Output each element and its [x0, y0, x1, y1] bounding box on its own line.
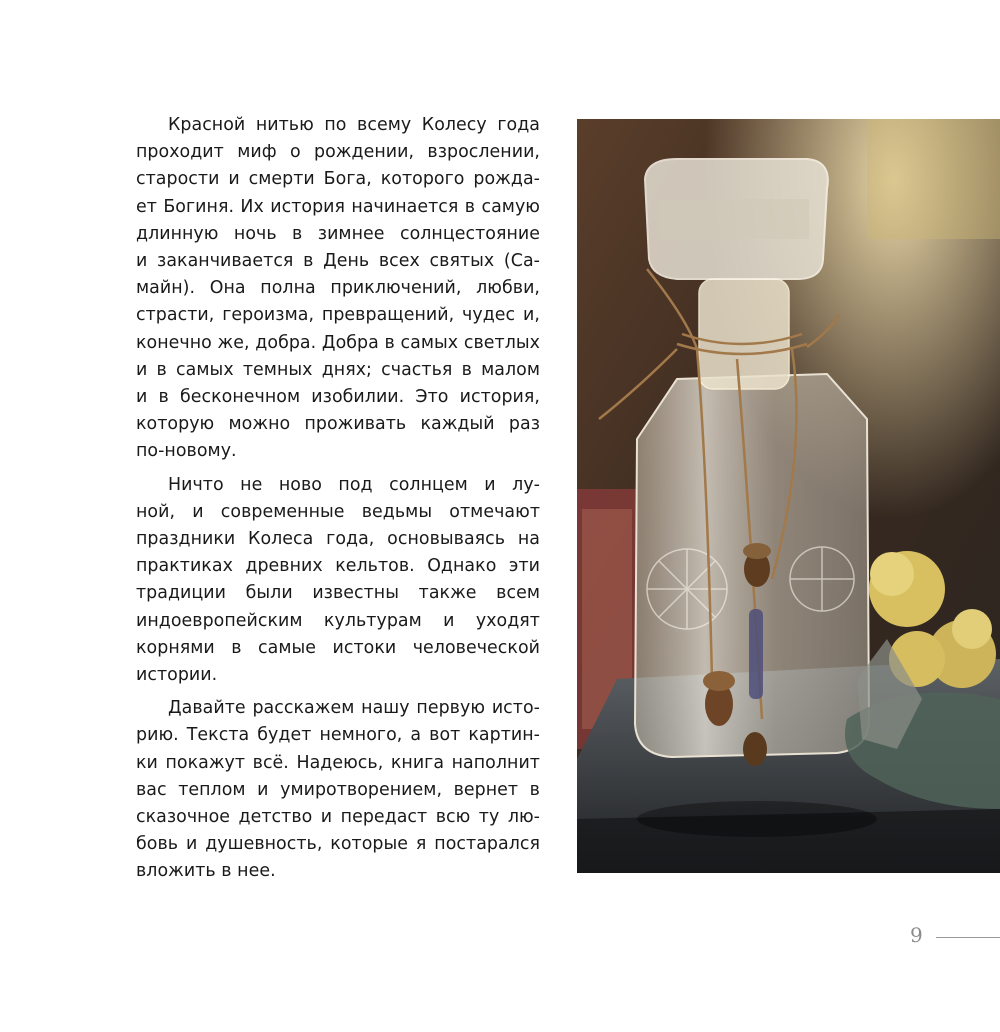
- text-line: ной, и современные ведьмы отмечают: [136, 501, 540, 522]
- text-line: по-новому.: [136, 441, 237, 462]
- text-line: рию. Текста будет немного, а вот картин-: [136, 725, 540, 746]
- text-line: бовь и душевность, которые я постарался: [136, 834, 540, 855]
- text-line: старости и смерти Бога, которого рожда-: [136, 169, 540, 190]
- text-line: Ничто не ново под солнцем и лу-: [168, 474, 540, 495]
- text-line: праздники Колеса года, основываясь на: [136, 529, 540, 550]
- lavender-sprig: [749, 609, 763, 699]
- text-line: и заканчивается в День всех святых (Са-: [136, 251, 540, 272]
- page-number: 9: [910, 923, 923, 947]
- page-number-rule: [936, 937, 1000, 938]
- text-line: и в самых темных днях; счастья в малом: [136, 359, 540, 380]
- text-line: страсти, героизма, превращений, чудес и,: [136, 305, 540, 326]
- text-line: которую можно проживать каждый раз: [136, 414, 540, 435]
- acorn: [743, 732, 767, 766]
- paragraph-3: [136, 695, 540, 885]
- text-line: длинную ночь в зимнее солнцестояние: [136, 223, 540, 244]
- text-line: ки покажут всё. Надеюсь, книга наполнит: [136, 752, 540, 773]
- text-line: майн). Она полна приключений, любви,: [136, 278, 540, 299]
- text-line: Давайте расскажем нашу первую исто-: [168, 698, 540, 719]
- decanter-photo: [577, 119, 1000, 873]
- text-line: корнями в самые истоки человеческой: [136, 637, 540, 658]
- text-line: вас теплом и умиротворением, вернет в: [136, 779, 540, 800]
- text-line: Красной нитью по всему Колесу года: [168, 115, 540, 135]
- text-line: индоевропейским культурам и уходят: [136, 610, 540, 631]
- paragraph-1: [136, 112, 540, 466]
- text-line: традиции были известны также всем: [136, 583, 540, 604]
- text-line: истории.: [136, 665, 218, 686]
- text-line: вложить в нее.: [136, 861, 276, 882]
- text-line: и в бесконечном изобилии. Это история,: [136, 387, 540, 408]
- text-line: практиках древних кельтов. Однако эти: [136, 556, 540, 577]
- text-line: сказочное детство и передаст всю ту лю-: [136, 807, 540, 828]
- paragraph-2: [136, 472, 540, 690]
- text-line: проходит миф о рождении, взрослении,: [136, 142, 540, 163]
- text-line: ет Богиня. Их история начинается в самую: [136, 196, 540, 217]
- text-line: конечно же, добра. Добра в самых светлых: [136, 332, 540, 353]
- body-text: [136, 112, 540, 892]
